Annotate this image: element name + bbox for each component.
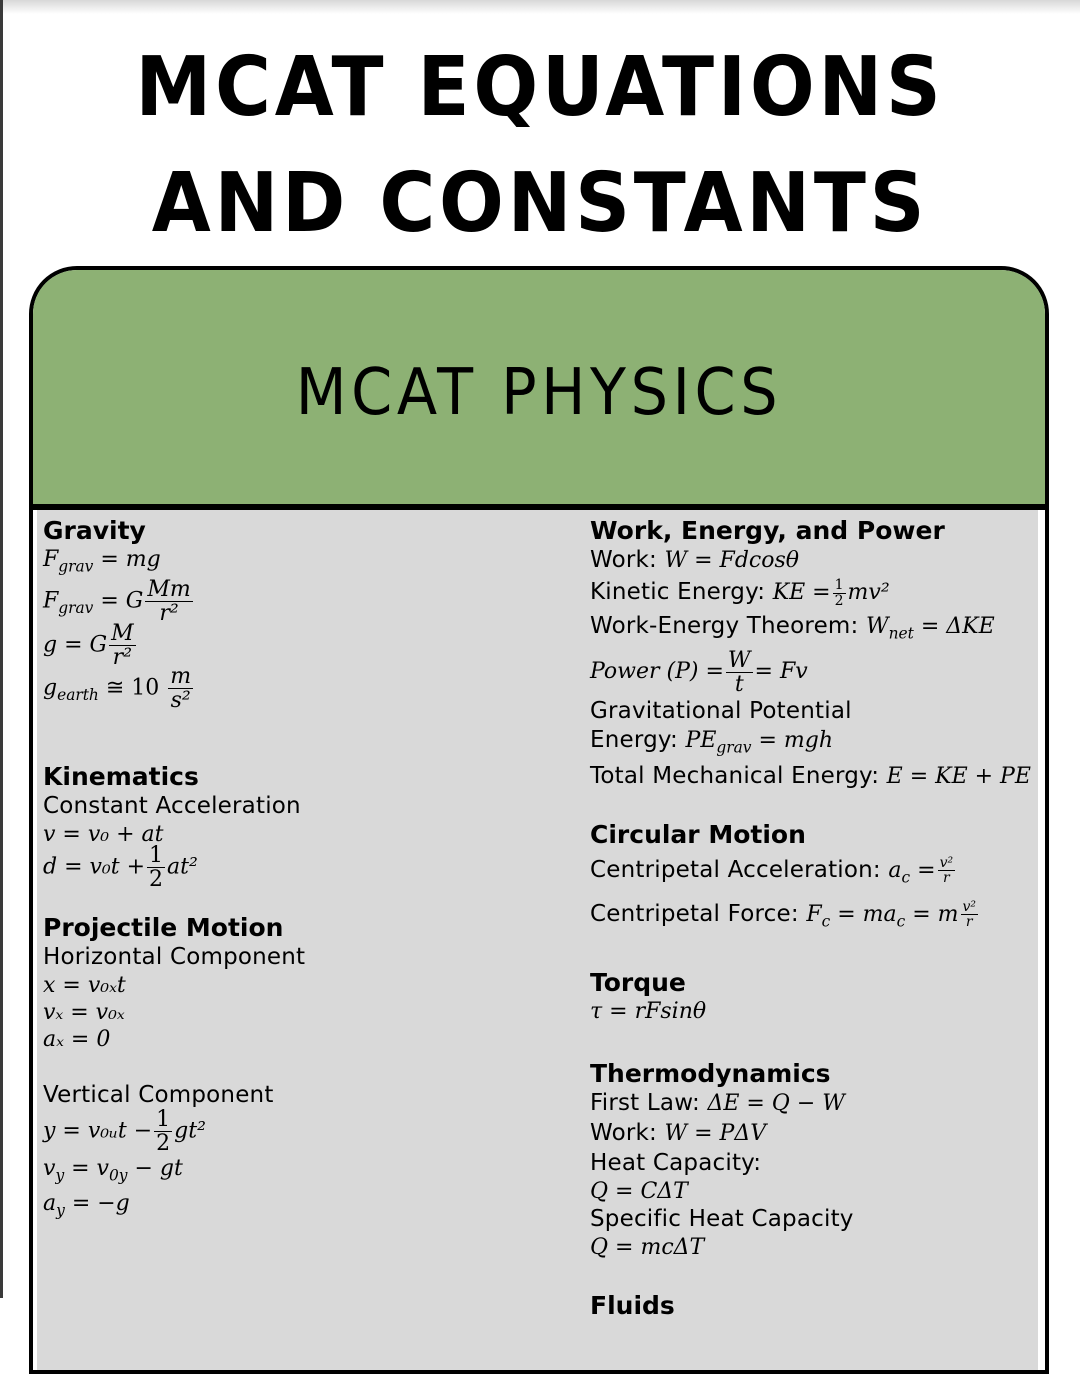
left-column [43, 516, 573, 1224]
fraction: $\frac{1}{2}$ [149, 842, 164, 893]
section-thermodynamics [590, 1059, 1040, 1261]
line-grav-pe: Energy: $PE_{grav}$ = mgh [590, 727, 834, 757]
line-work: Work: W = Fdcosθ [590, 547, 799, 573]
equation-gravity-1: $F_{grav}$ = mg [43, 547, 161, 576]
fraction: $\frac{W}{t}$ [727, 647, 751, 697]
section-gravity [43, 516, 573, 712]
line-total-mechanical-energy: Total Mechanical Energy: E = KE + PE [590, 762, 1031, 789]
equation-vx: vₓ = v₀ₓ [43, 1000, 125, 1026]
equation-torque: τ = rFsinθ [590, 998, 707, 1024]
line-centripetal-force: Centripetal Force: $F_c = ma_c = m$ $\frac{\text{v²}}{r}$ [590, 898, 977, 931]
section-fluids [590, 1291, 1040, 1321]
right-column [590, 516, 1040, 1321]
line-specific-heat-label: Specific Heat Capacity [590, 1205, 854, 1232]
equation-gravity-2: $F_{grav} = G$ $\frac{Mm}{\text{r²}}$ [43, 577, 191, 627]
section-projectile-motion [43, 913, 573, 1224]
line-work-energy-theorem: Work-Energy Theorem: $W_{net} = \Delta KE$ [590, 613, 995, 643]
section-heading: Gravity [43, 516, 146, 545]
line-grav-pe-label: Gravitational Potential [590, 698, 852, 725]
section-kinematics [43, 762, 573, 891]
viewer-left-edge [0, 0, 3, 1298]
section-heading: Torque [590, 967, 686, 997]
page-title [38, 30, 1042, 262]
fraction: $\frac{1}{2}$ [834, 576, 844, 609]
fraction: $\frac{\text{v²}}{r}$ [939, 854, 954, 887]
fraction: $\frac{1}{2}$ [156, 1107, 171, 1157]
line-power: Power (P) = $\frac{W}{t}$ = Fv [590, 647, 808, 697]
equation-heat-capacity: Q = CΔT [590, 1178, 688, 1204]
equation-ax: aₓ = 0 [43, 1027, 111, 1053]
section-heading: Kinematics [43, 761, 199, 791]
equation-ay: $a_y = -g$ [43, 1190, 130, 1220]
physics-card-header [33, 270, 1045, 510]
equation-gravity-4: $g_{earth}$ ≅ 10 $\frac{m}{\text{s²}}$ [43, 663, 192, 713]
fraction: $\frac{m}{\text{s²}}$ [170, 663, 192, 713]
line-heat-capacity-label: Heat Capacity: [590, 1149, 762, 1176]
equation-gravity-3: g = G $\frac{M}{\text{r²}}$ [43, 620, 134, 670]
subheading: Horizontal Component [43, 944, 306, 971]
section-heading: Circular Motion [590, 819, 806, 849]
page-title-line-1: MCAT EQUATIONS [135, 40, 945, 135]
fraction: $\frac{Mm}{\text{r²}}$ [147, 577, 191, 627]
fraction: $\frac{M}{\text{r²}}$ [111, 620, 134, 670]
section-work-energy-power [590, 516, 1040, 794]
section-heading: Projectile Motion [43, 913, 284, 943]
line-kinetic-energy: Kinetic Energy: KE = $\frac{1}{2}$ mv² [590, 576, 890, 609]
equation-x: x = v₀ₓt [43, 973, 126, 999]
physics-card-title: MCAT PHYSICS [295, 356, 783, 430]
section-torque [590, 968, 1040, 1025]
equations-body [37, 510, 1038, 1374]
equation-specific-heat: Q = mcΔT [590, 1234, 705, 1260]
fraction: $\frac{\text{v²}}{r}$ [962, 898, 977, 931]
section-heading: Work, Energy, and Power [590, 516, 945, 545]
physics-card [29, 266, 1049, 1374]
line-first-law: First Law: ΔE = Q − W [590, 1089, 845, 1116]
viewer-top-shadow [0, 0, 1080, 14]
section-circular-motion [590, 820, 1040, 938]
line-centripetal-acceleration: Centripetal Acceleration: $a_c$ = $\frac{\text{v²}}{r}$ [590, 854, 954, 887]
section-heading: Thermodynamics [590, 1058, 831, 1088]
subheading: Vertical Component [43, 1082, 274, 1109]
subheading: Constant Acceleration [43, 792, 301, 819]
equation-y: y = v₀ᵤt − $\frac{1}{2}$ gt² [43, 1107, 206, 1157]
section-heading: Fluids [590, 1290, 675, 1320]
page-title-line-2: AND CONSTANTS [151, 156, 929, 251]
equation-vy: $v_y = v_{0y}$ − gt [43, 1156, 183, 1185]
line-thermo-work: Work: W = PΔV [590, 1119, 767, 1146]
equation-velocity: v = v₀ + at [43, 821, 164, 847]
equation-displacement: d = v₀t + $\frac{1}{2}$ at² [43, 842, 198, 893]
